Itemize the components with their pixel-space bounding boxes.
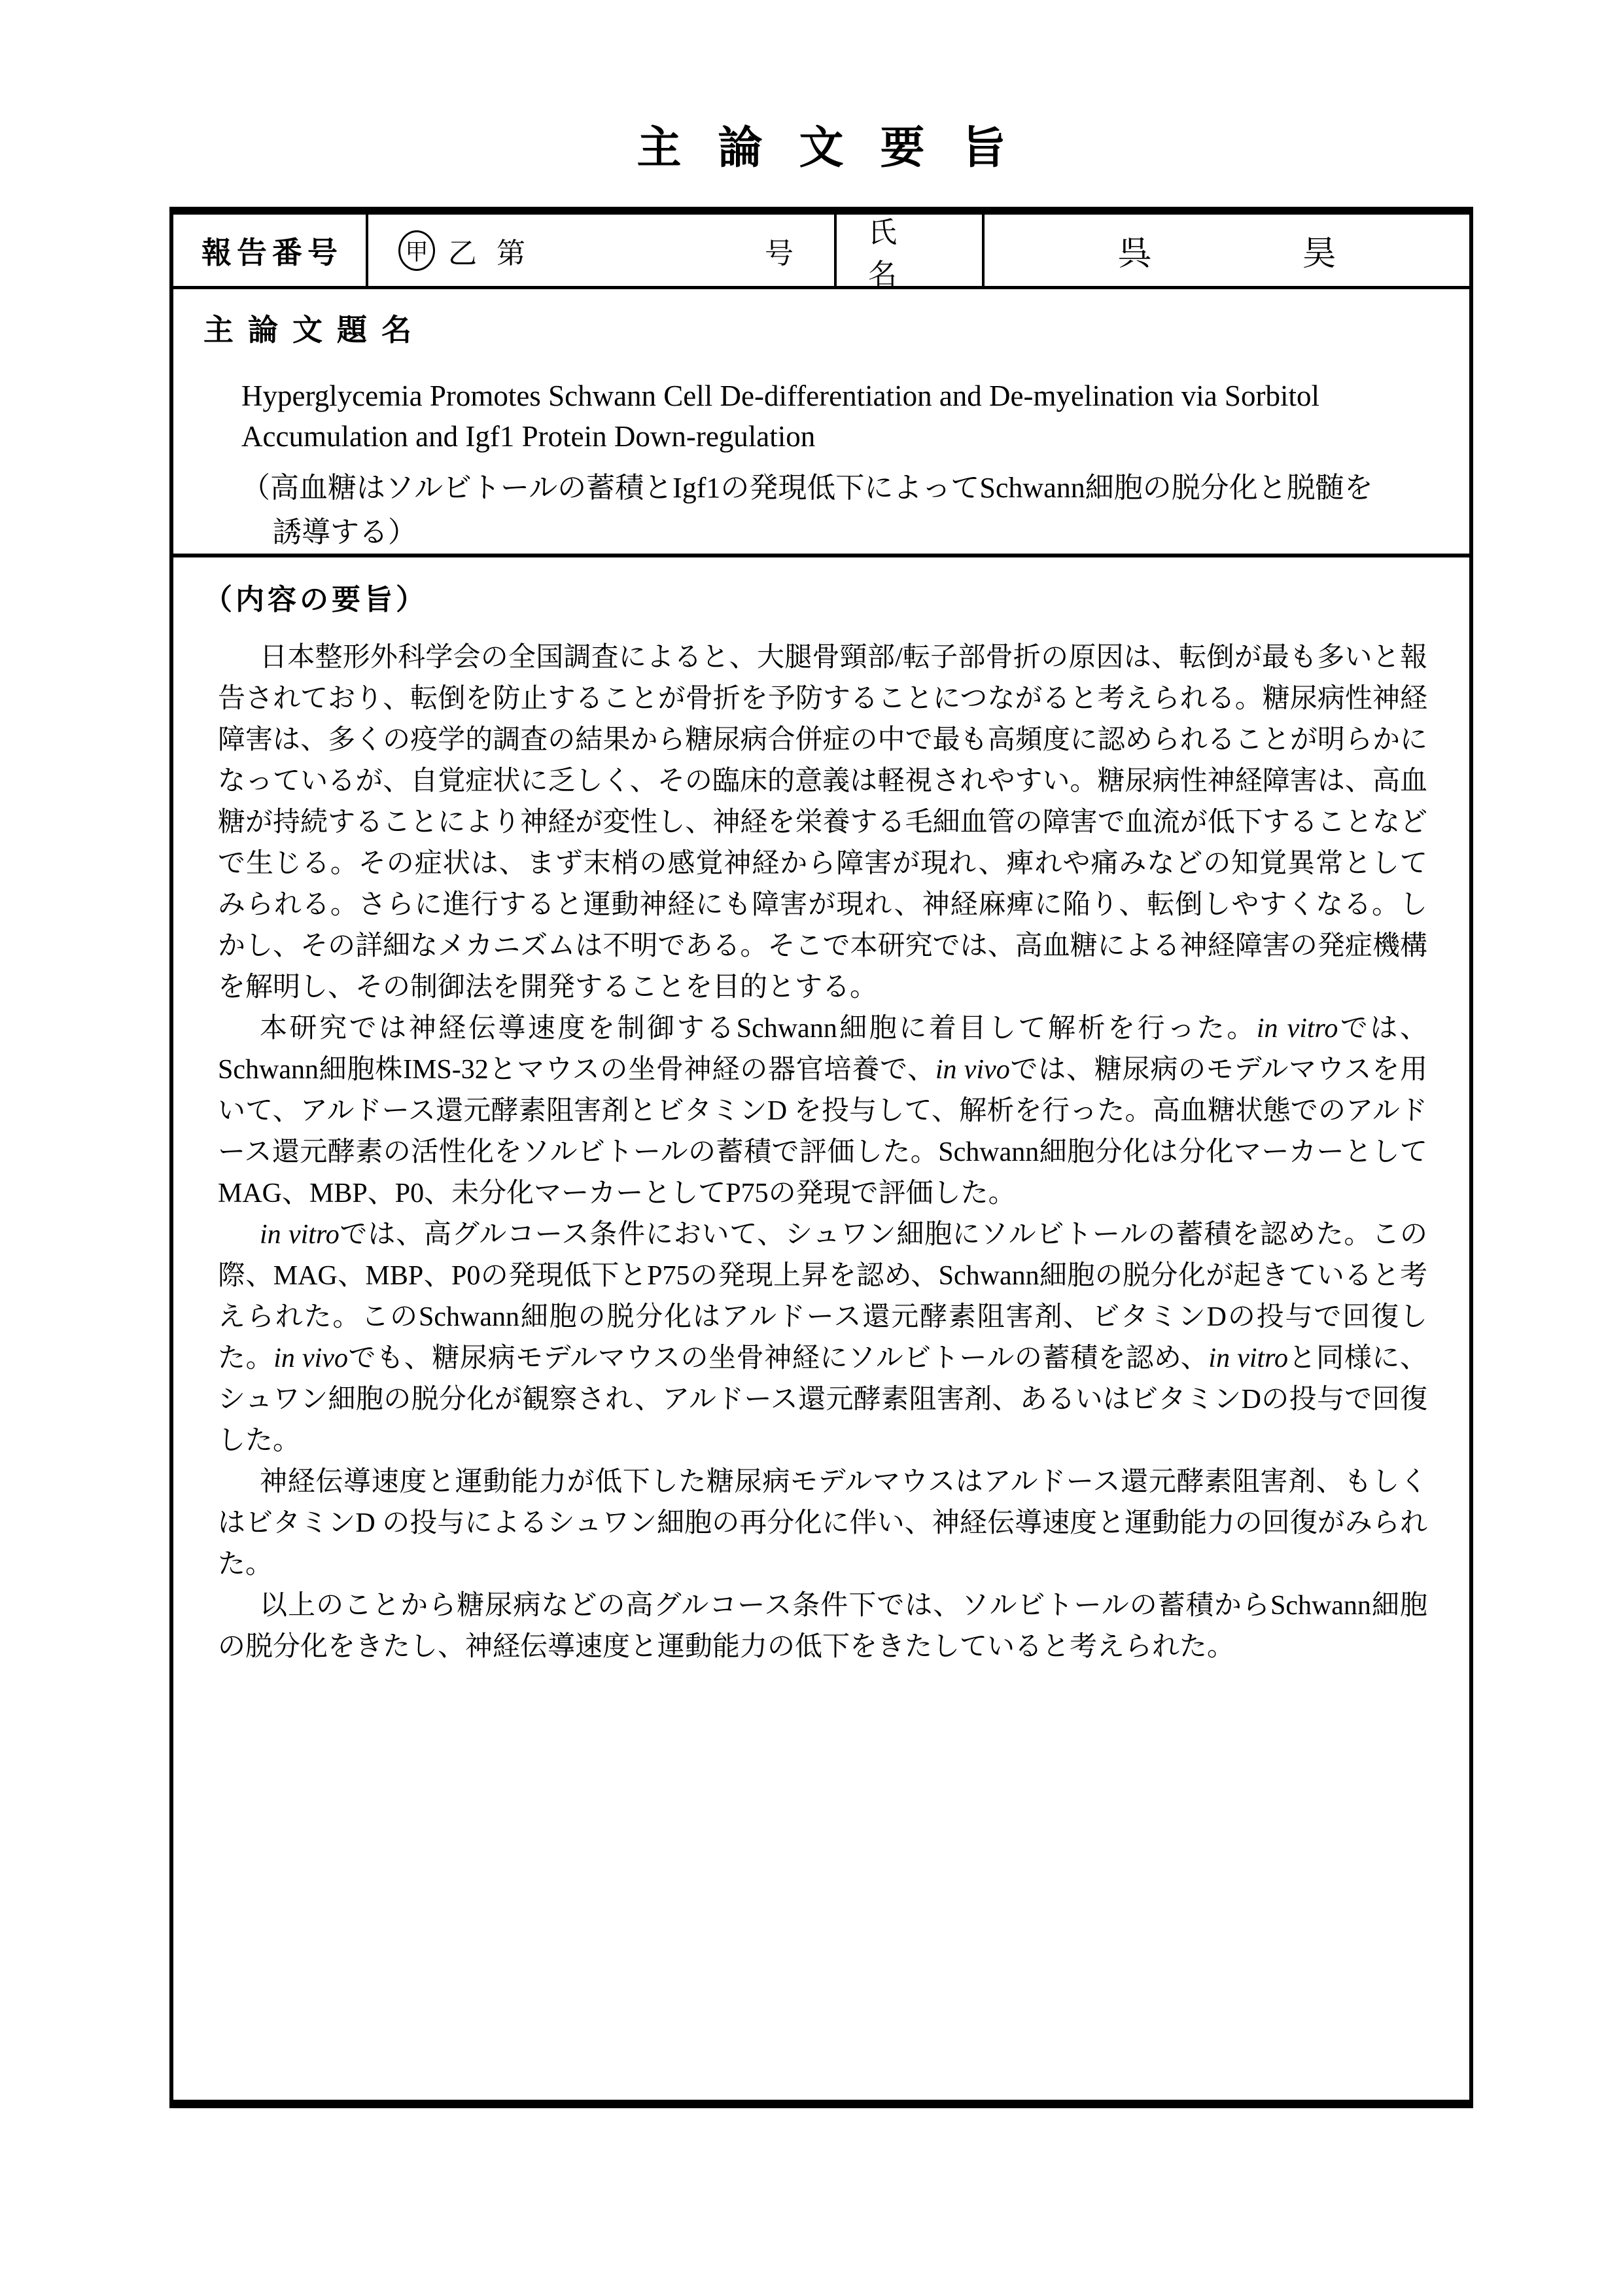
name-label: 氏名 [837, 215, 985, 286]
japanese-title-line-1: （高血糖はソルビトールの蓄積とIgf1の発現低下によってSchwann細胞の脱分化と脱髄を [241, 472, 1373, 504]
summary-paragraphs [218, 637, 1427, 1668]
thesis-title-label: 主論文題名 [203, 313, 426, 347]
report-number-field [368, 215, 837, 286]
name-value [985, 215, 1469, 286]
family-name: 呉 [1117, 236, 1152, 273]
english-title [241, 376, 1430, 457]
summary-paragraph: 以上のことから糖尿病などの高グルコース条件下では、ソルビトールの蓄積からSchwann細胞の脱分化をきたし、神経伝導速度と運動能力の低下をきたしていると考えられた。 [218, 1591, 1427, 1662]
dai-label: 第 [497, 237, 525, 270]
given-name: 昊 [1302, 236, 1336, 273]
summary-label: （内容の要旨） [203, 584, 428, 616]
report-row [173, 215, 1469, 289]
report-number-label: 報告番号 [173, 215, 368, 286]
summary-paragraph: 神経伝導速度と運動能力が低下した糖尿病モデルマウスはアルドース還元酵素阻害剤、もしくはビタミンD の投与によるシュワン細胞の再分化に伴い、神経伝導速度と運動能力の回復がみられた。 [218, 1467, 1427, 1580]
summary-section [173, 557, 1469, 2100]
thesis-title-section [173, 289, 1469, 557]
summary-paragraph: 本研究では神経伝導速度を制御するSchwann細胞に着目して解析を行った。in vitroでは、Schwann細胞株IMS-32とマウスの坐骨神経の器官培養で、in vivoでは、糖尿病のモデルマウスを用いて、アルドース還元酵素阻害剤とビタミンD を投与して、解析を行った。高血糖状態でのアルドース還元酵素の活性化をソルビトールの蓄積で評価した。Schwann細胞分化は分化マーカーとしてMAG、MBP、P0、未分化マーカーとしてP75の発現で評価した。 [218, 1014, 1427, 1209]
japanese-title [241, 466, 1430, 555]
page-title: 主論文要旨 [637, 123, 1043, 173]
japanese-title-line-2: 誘導する） [273, 516, 417, 548]
otsu-label: 乙 [448, 237, 477, 270]
gou-label: 号 [765, 237, 794, 270]
kou-circled-mark: 甲 [398, 230, 435, 271]
form-box [169, 207, 1473, 2108]
summary-paragraph: 日本整形外科学会の全国調査によると、大腿骨頸部/転子部骨折の原因は、転倒が最も多いと報告されており、転倒を防止することが骨折を予防することにつながると考えられる。糖尿病性神経障害は、多くの疫学的調査の結果から糖尿病合併症の中で最も高頻度に認められることが明らかになっているが、自覚症状に乏しく、その臨床的意義は軽視されやすい。糖尿病性神経障害は、高血糖が持続することにより神経が変性し、神経を栄養する毛細血管の障害で血流が低下することなどで生じる。その症状は、まず末梢の感覚神経から障害が現れ、痺れや痛みなどの知覚異常としてみられる。さらに進行すると運動神経にも障害が現れ、神経麻痺に陥り、転倒しやすくなる。しかし、その詳細なメカニズムは不明である。そこで本研究では、高血糖による神経障害の発症機構を解明し、その制御法を開発することを目的とする。 [218, 643, 1427, 1002]
summary-paragraph: in vitroでは、高グルコース条件において、シュワン細胞にソルビトールの蓄積を認めた。この際、MAG、MBP、P0の発現低下とP75の発現上昇を認め、Schwann細胞の脱分化が起きていると考えられた。このSchwann細胞の脱分化はアルドース還元酵素阻害剤、ビタミンDの投与で回復した。in vivoでも、糖尿病モデルマウスの坐骨神経にソルビトールの蓄積を認め、in vitroと同様に、シュワン細胞の脱分化が観察され、アルドース還元酵素阻害剤、あるいはビタミンDの投与で回復した。 [218, 1220, 1427, 1456]
english-title-line-2: Accumulation and Igf1 Protein Down-regulation [241, 420, 816, 453]
english-title-line-1: Hyperglycemia Promotes Schwann Cell De-differentiation and De-myelination via Sorbitol [241, 380, 1319, 412]
